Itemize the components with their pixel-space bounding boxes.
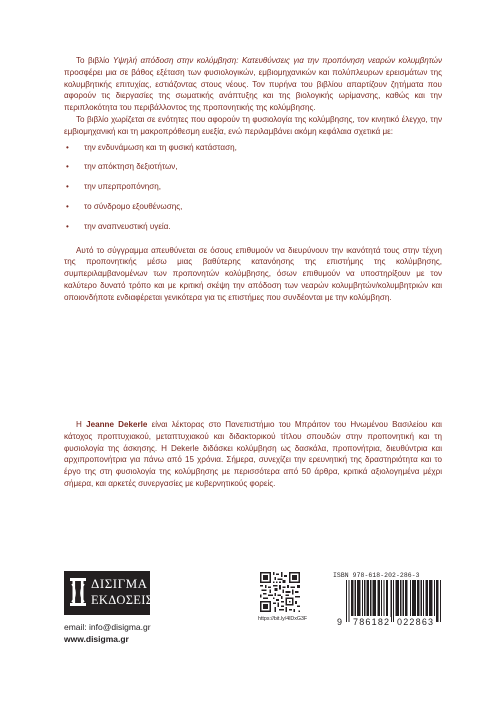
description-paragraph-1: Το βιβλίο Υψηλή απόδοση στην κολύμβηση: Κατευθύνσεις για την προπόνηση νεαρών κολυμβητών προσφέρει μια σε βάθος εξέταση των φυσιολογικών, εμβιομηχανικών και πολύπλευρων ερεισμάτων της κολυμβητικής επιτυχίας, εστιάζοντας στους νέους. Τον πυρήνα του βιβλίου απαρτίζουν ζητήματα που αφορούν τις διεργασίες της σωματικής ανάπτυξης και της βιολογικής ωρίμανσης, καθώς και την περιπλοκότητα του περιβάλλοντος της προπονητικής της κολύμβησης. (64, 56, 442, 113)
author-bio (64, 419, 442, 490)
publisher-logo-mark-icon (69, 575, 87, 611)
barcode-digits-right: 022863 (397, 617, 435, 627)
description-paragraph-3: Αυτό το σύγγραμμα απευθύνεται σε όσους επιθυμούν να διευρύνουν την ικανότητά τους στην τέχνη της προπονητικής μέσω μιας βαθύτερης κατανόησης της επιστήμης της κολύμβησης, συμπεριλαμβανομένων των προπονητών κολύμβησης, όσων επιθυμούν να υποστηρίξουν με τον καλύτερο δυνατό τρόπο και με κριτική σκέψη την απόδοση των νεαρών κολυμβητών/κολυμβητριών και οποιονδήποτε ενδιαφέρεται γενικότερα για τις επιστήμες που συνδέονται με την κολύμβηση. (64, 245, 442, 302)
bullet-icon: • (66, 182, 69, 192)
bullet-icon: • (66, 201, 69, 211)
publisher-logo (64, 571, 154, 615)
publisher-name: ΔΙΣΙΓΜΑ (91, 576, 148, 591)
barcode-digits-left: 786182 (353, 617, 391, 627)
list-item: • την υπερπροπόνηση, (66, 182, 162, 192)
list-item: • την απόκτηση δεξιοτήτων, (66, 162, 178, 172)
qr-url: https://bit.ly/4lDxG3F (258, 616, 308, 622)
author-paragraph: Η Jeanne Dekerle είναι λέκτορας στο Πανεπιστήμιο του Μπράιτον του Ηνωμένου Βασιλείου και κάτοχος προπτυχιακού, μεταπτυχιακού και διδακτορικού τίτλου σπουδών στην προπονητική και τη φυσιολογία της άσκησης. Η Dekerle διδάσκει κολύμβηση ως δασκάλα, προπονήτρια, διευθύντρια και αρχιπροπονήτρια για πάνω από 15 χρόνια. Σήμερα, συνεχίζει την ερευνητική της δραστηριότητα και το έργο της στη φυσιολογία της κολύμβησης με περισσότερα από 50 άρθρα, κριτικά αξιολογημένα μέχρι σήμερα, και αρκετές συνεργασίες με κυβερνητικούς φορείς. (64, 420, 442, 488)
bullet-icon: • (66, 162, 69, 172)
book-description (64, 55, 442, 304)
publisher-subtitle: ΕΚΔΟΣΕΙΣ (91, 593, 154, 607)
author-name: Jeanne Dekerle (86, 420, 148, 429)
bullet-icon: • (66, 221, 69, 231)
topic-list (64, 142, 442, 233)
publisher-email: email: info@disigma.gr (64, 622, 151, 632)
isbn-label: ISBN 978-618-202-286-3 (333, 572, 420, 579)
barcode-icon (338, 580, 448, 622)
publisher-website: www.disigma.gr (64, 634, 129, 644)
bullet-icon: • (66, 142, 69, 152)
qr-code-icon (260, 572, 300, 612)
description-paragraph-2: Το βιβλίο χωρίζεται σε ενότητες που αφορούν τη φυσιολογία της κολύμβησης, τον κινητικό έλεγχο, την εμβιομηχανική και τη μακροπρόθεσμη ευεξία, ενώ περιλαμβάνει ακόμη κεφάλαια σχετικά με: (64, 114, 442, 136)
barcode-digit-first: 9 (337, 617, 343, 627)
list-item: • την αναπνευστική υγεία. (66, 221, 171, 231)
book-title: Υψηλή απόδοση στην κολύμβηση: Κατευθύνσεις για την προπόνηση νεαρών κολυμβητών (112, 56, 442, 65)
list-item: • το σύνδρομο εξουθένωσης, (66, 201, 183, 211)
list-item: • την ενδυνάμωση και τη φυσική κατάσταση, (66, 142, 237, 152)
